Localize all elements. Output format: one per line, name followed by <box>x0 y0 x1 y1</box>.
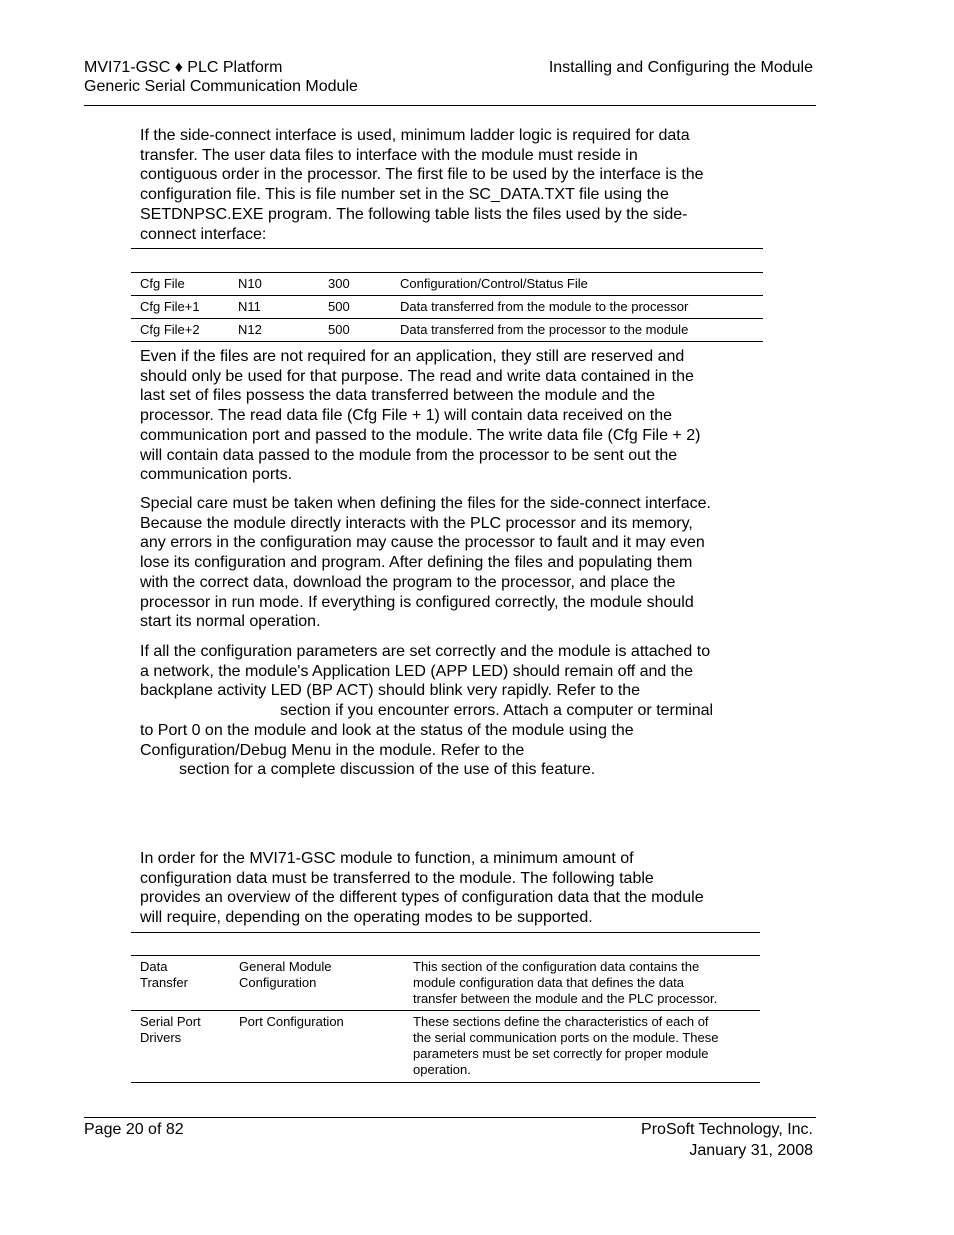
table-cell <box>239 1011 413 1083</box>
table-cell: 300 <box>328 273 400 296</box>
text-line: start its normal operation. <box>140 613 321 631</box>
table-row <box>131 296 763 319</box>
header-section-title: Installing and Configuring the Module <box>548 59 813 76</box>
cell-line: Configuration <box>239 975 317 990</box>
led-status-paragraph <box>140 642 760 780</box>
table-cell: N12 <box>238 319 328 342</box>
text-line: If all the configuration parameters are set correctly and the module is attached to <box>140 643 711 660</box>
text-line: provides an overview of the different types of configuration data that the module <box>140 889 704 907</box>
text-line: last set of files possess the data transferred between the module and the <box>140 387 655 405</box>
cell-line: This section of the configuration data contains the <box>413 959 700 974</box>
table-cell: Cfg File+1 <box>131 296 238 319</box>
text-line: connect interface: <box>140 225 267 243</box>
text-line: to Port 0 on the module and look at the status of the module using the <box>140 721 634 739</box>
table-cell <box>131 1011 239 1083</box>
text-line: any errors in the configuration may cause the processor to fault and it may even <box>140 534 705 552</box>
text-line: should only be used for that purpose. The read and write data contained in the <box>140 367 694 385</box>
cell-line: the serial communication ports on the module. These <box>413 1030 719 1045</box>
table-cell: Cfg File+2 <box>131 319 238 342</box>
text-line: section for a complete discussion of the use of this feature. <box>179 761 596 779</box>
footer-date: January 31, 2008 <box>689 1142 813 1159</box>
text-line: Special care must be taken when defining the files for the side-connect interface. <box>140 495 711 512</box>
cell-line: Port Configuration <box>239 1014 344 1029</box>
text-line: will require, depending on the operating modes to be supported. <box>140 909 593 927</box>
text-line: processor in run mode. If everything is configured correctly, the module should <box>140 593 694 611</box>
text-line: transfer. The user data files to interface with the module must reside in <box>140 146 638 164</box>
cell-line: Serial Port <box>140 1014 201 1029</box>
cell-line: operation. <box>413 1062 471 1077</box>
text-line: backplane activity LED (BP ACT) should blink very rapidly. Refer to the <box>140 682 641 700</box>
table-cell: Data transferred from the processor to the module <box>400 319 763 342</box>
table-row <box>131 273 763 296</box>
config-table-top-rule <box>131 932 760 933</box>
text-line: In order for the MVI71-GSC module to function, a minimum amount of <box>140 850 634 867</box>
intro-paragraph <box>140 126 760 244</box>
text-line: configuration data must be transferred to the module. The following table <box>140 869 654 887</box>
cell-line: Data <box>140 959 168 974</box>
header-product-title: MVI71-GSC ♦ PLC Platform <box>84 59 283 76</box>
table-cell: Cfg File <box>131 273 238 296</box>
text-line: If the side-connect interface is used, minimum ladder logic is required for data <box>140 127 690 144</box>
table-cell: N10 <box>238 273 328 296</box>
table-cell: Configuration/Control/Status File <box>400 273 763 296</box>
files-table-top-rule <box>131 248 763 249</box>
text-line: processor. The read data file (Cfg File + 1) will contain data received on the <box>140 407 672 425</box>
text-line: Because the module directly interacts with the PLC processor and its memory, <box>140 514 693 532</box>
text-line: Even if the files are not required for an application, they still are reserved and <box>140 348 685 365</box>
cell-line: Transfer <box>140 975 188 990</box>
text-line: configuration file. This is file number set in the SC_DATA.TXT file using the <box>140 186 669 204</box>
table-cell: 500 <box>328 296 400 319</box>
header-divider <box>84 105 816 106</box>
cell-line: parameters must be set correctly for proper module <box>413 1046 709 1061</box>
cell-line: module configuration data that defines the data <box>413 975 685 990</box>
table-cell: N11 <box>238 296 328 319</box>
table-cell <box>413 956 760 1011</box>
files-table <box>131 273 763 342</box>
files-reserved-paragraph <box>140 347 760 485</box>
table-row <box>131 956 760 1011</box>
footer-divider <box>84 1117 816 1118</box>
cell-line: These sections define the characteristics of each of <box>413 1014 709 1029</box>
table-cell: Data transferred from the module to the processor <box>400 296 763 319</box>
text-line: will contain data passed to the module from the processor to be sent out the <box>140 446 678 464</box>
footer-page-number: Page 20 of 82 <box>84 1121 184 1138</box>
table-row <box>131 1011 760 1083</box>
cell-line: General Module <box>239 959 332 974</box>
config-table <box>131 956 760 1083</box>
config-data-paragraph <box>140 849 760 928</box>
text-line: communication ports. <box>140 466 293 484</box>
cell-line: transfer between the module and the PLC processor. <box>413 991 718 1006</box>
header-left <box>84 58 358 96</box>
text-line: a network, the module's Application LED (APP LED) should remain off and the <box>140 662 693 680</box>
table-cell <box>131 956 239 1011</box>
special-care-paragraph <box>140 494 760 632</box>
table-cell <box>413 1011 760 1083</box>
table-cell: 500 <box>328 319 400 342</box>
text-line: section if you encounter errors. Attach a computer or terminal <box>280 702 714 720</box>
footer-right <box>641 1119 813 1161</box>
footer-company: ProSoft Technology, Inc. <box>641 1121 813 1138</box>
text-line: contiguous order in the processor. The first file to be used by the interface is the <box>140 166 704 184</box>
table-cell <box>239 956 413 1011</box>
header-product-subtitle: Generic Serial Communication Module <box>84 78 358 95</box>
cell-line: Drivers <box>140 1030 182 1045</box>
table-row <box>131 319 763 342</box>
text-line: communication port and passed to the module. The write data file (Cfg File + 2) <box>140 426 701 444</box>
text-line: lose its configuration and program. After defining the files and populating them <box>140 554 693 572</box>
text-line: with the correct data, download the program to the processor, and place the <box>140 573 676 591</box>
text-line: Configuration/Debug Menu in the module. Refer to the <box>140 741 525 759</box>
text-line: SETDNPSC.EXE program. The following table lists the files used by the side- <box>140 205 688 223</box>
